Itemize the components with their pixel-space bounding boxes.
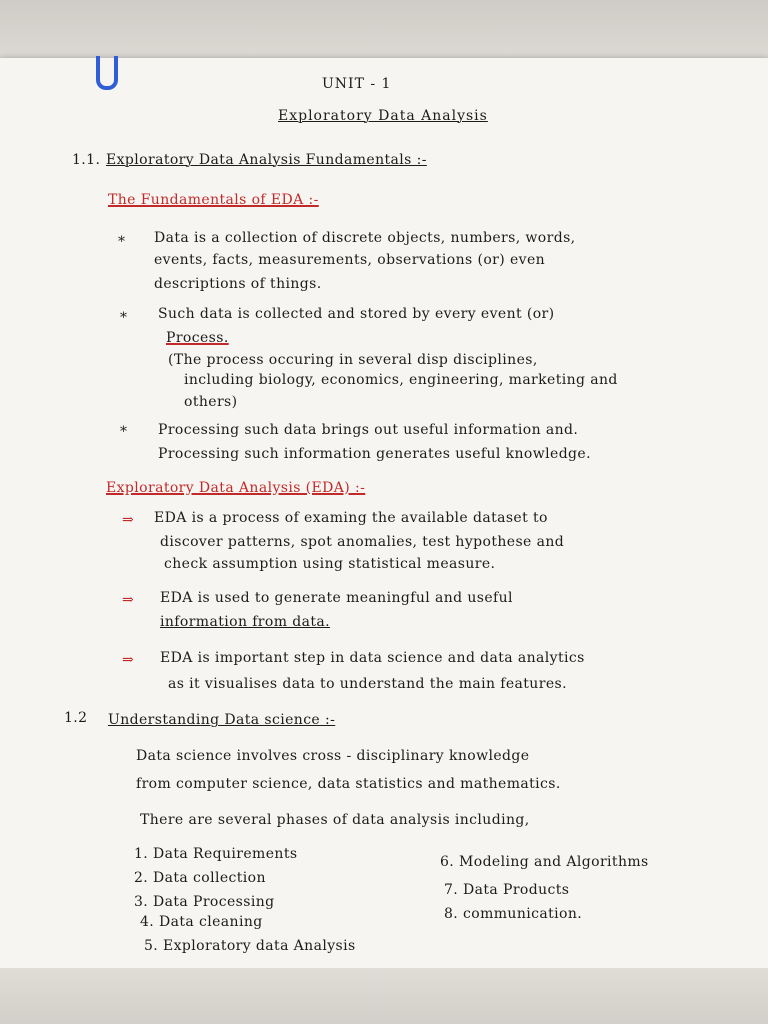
bullet2-line3: (The process occuring in several disp disciplines, bbox=[168, 352, 538, 368]
subheading-fundamentals: The Fundamentals of EDA :- bbox=[108, 192, 319, 208]
eda-p2-line2: information from data. bbox=[160, 614, 330, 630]
phase-item: 5. Exploratory data Analysis bbox=[144, 938, 356, 954]
background-bottom bbox=[0, 968, 768, 1024]
bullet2-line5: others) bbox=[184, 394, 238, 410]
bullet3-line1: Processing such data brings out useful information and. bbox=[158, 422, 579, 438]
arrow-marker: ⇒ bbox=[122, 652, 135, 668]
bullet1-line2: events, facts, measurements, observations (or) even bbox=[154, 252, 546, 268]
eda-p1-line1: EDA is a process of examing the available dataset to bbox=[154, 510, 548, 526]
bullet1-line3: descriptions of things. bbox=[154, 276, 322, 292]
arrow-marker: ⇒ bbox=[122, 592, 135, 608]
unit-label: UNIT - 1 bbox=[322, 76, 392, 92]
section-number-1-2: 1.2 bbox=[64, 710, 88, 726]
data-science-line2: from computer science, data statistics and mathematics. bbox=[136, 776, 561, 792]
background-top bbox=[0, 0, 768, 58]
phase-item: 3. Data Processing bbox=[134, 894, 275, 910]
phase-item: 2. Data collection bbox=[134, 870, 266, 886]
data-science-line3: There are several phases of data analysis including, bbox=[140, 812, 530, 828]
section-heading-1-1: Exploratory Data Analysis Fundamentals :- bbox=[106, 152, 427, 168]
bullet-marker: * bbox=[120, 310, 128, 326]
eda-p1-line3: check assumption using statistical measure. bbox=[164, 556, 496, 572]
eda-heading: Exploratory Data Analysis (EDA) :- bbox=[106, 480, 366, 496]
eda-p1-line2: discover patterns, spot anomalies, test hypothese and bbox=[160, 534, 565, 550]
bullet2-line2: Process. bbox=[166, 330, 229, 346]
bullet-marker: * bbox=[120, 424, 128, 440]
bullet-marker: * bbox=[118, 234, 126, 250]
section-number-1-1: 1.1. bbox=[72, 152, 101, 168]
bullet2-line1: Such data is collected and stored by every event (or) bbox=[158, 306, 555, 322]
bullet2-line4: including biology, economics, engineering, marketing and bbox=[184, 372, 618, 388]
section-heading-1-2: Understanding Data science :- bbox=[108, 712, 336, 728]
bullet3-line2: Processing such information generates useful knowledge. bbox=[158, 446, 591, 462]
bullet1-line1: Data is a collection of discrete objects, numbers, words, bbox=[154, 230, 576, 246]
phase-item: 8. communication. bbox=[444, 906, 583, 922]
data-science-line1: Data science involves cross - disciplinary knowledge bbox=[136, 748, 530, 764]
phase-item: 7. Data Products bbox=[444, 882, 570, 898]
page-title: Exploratory Data Analysis bbox=[278, 108, 488, 124]
eda-p3-line1: EDA is important step in data science and data analytics bbox=[160, 650, 585, 666]
phase-item: 4. Data cleaning bbox=[140, 914, 263, 930]
phase-item: 6. Modeling and Algorithms bbox=[440, 854, 649, 870]
eda-p2-line1: EDA is used to generate meaningful and useful bbox=[160, 590, 513, 606]
eda-p3-line2: as it visualises data to understand the main features. bbox=[168, 676, 567, 692]
arrow-marker: ⇒ bbox=[122, 512, 135, 528]
phase-item: 1. Data Requirements bbox=[134, 846, 298, 862]
blue-pen-mark-icon bbox=[96, 56, 118, 90]
